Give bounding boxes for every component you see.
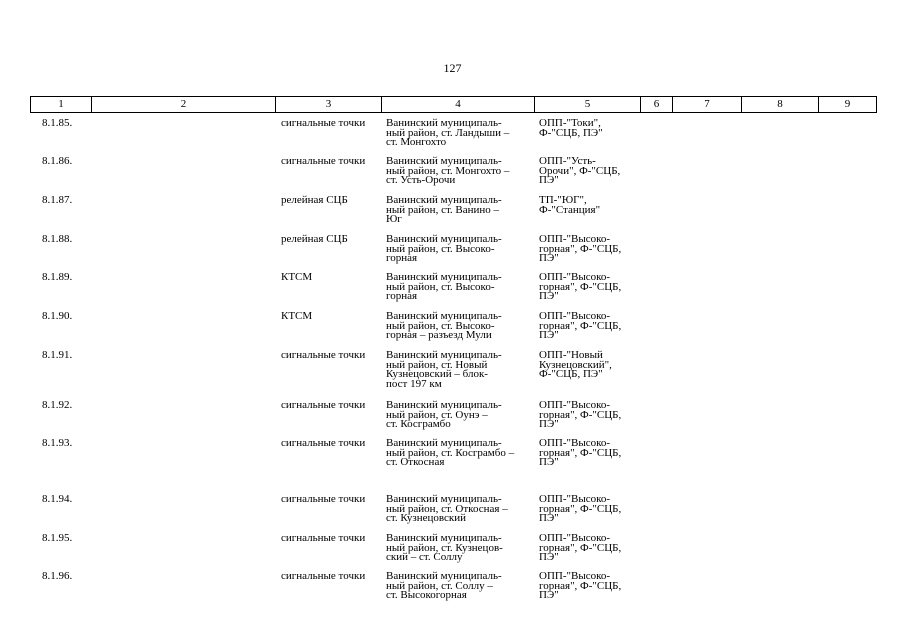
location-line: Ванинский муниципаль- — [386, 271, 502, 283]
owner-line: ОПП-"Токи", — [539, 117, 601, 129]
object-owner — [539, 572, 644, 601]
object-type: сигнальные точки — [281, 349, 366, 361]
object-type: сигнальные точки — [281, 532, 366, 544]
object-type: сигнальные точки — [281, 437, 366, 449]
owner-line: горная", Ф-"СЦБ, — [539, 579, 622, 592]
owner-line: Кузнецовский", — [539, 358, 612, 371]
location-line: Ванинский муниципаль- — [386, 532, 502, 544]
row-number: 8.1.87. — [42, 194, 73, 206]
location-line: ный район, ст. Косграмбо – — [386, 446, 515, 459]
location-line: ный район, ст. Ванино – — [386, 203, 500, 216]
object-owner — [539, 495, 644, 524]
column-number-3: 3 — [276, 97, 382, 113]
object-location — [386, 401, 536, 430]
row-number: 8.1.85. — [42, 117, 73, 129]
owner-line: горная", Ф-"СЦБ, — [539, 502, 622, 515]
location-line: горная — [386, 252, 418, 265]
location-line: Ванинский муниципаль- — [386, 437, 502, 449]
location-line: Ванинский муниципаль- — [386, 233, 502, 245]
object-owner — [539, 235, 644, 264]
location-line: ный район, ст. Высоко- — [386, 280, 495, 293]
owner-line: ПЭ" — [539, 589, 559, 602]
owner-line: ОПП-"Высоко- — [539, 399, 611, 411]
object-type: сигнальные точки — [281, 117, 366, 129]
owner-line: ПЭ" — [539, 456, 559, 469]
location-line: ский – ст. Соллу — [386, 551, 463, 564]
owner-line: ПЭ" — [539, 174, 559, 187]
row-number: 8.1.89. — [42, 271, 73, 283]
object-type: сигнальные точки — [281, 155, 366, 167]
object-type: сигнальные точки — [281, 493, 366, 505]
owner-line: горная", Ф-"СЦБ, — [539, 541, 622, 554]
location-line: Ванинский муниципаль- — [386, 349, 502, 361]
location-line: Ванинский муниципаль- — [386, 310, 502, 322]
owner-line: Ф-"Станция" — [539, 203, 601, 216]
row-number: 8.1.86. — [42, 155, 73, 167]
location-line: ст. Усть-Орочи — [386, 174, 456, 187]
owner-line: ОПП-"Высоко- — [539, 233, 611, 245]
location-line: Ванинский муниципаль- — [386, 493, 502, 505]
object-owner — [539, 534, 644, 563]
object-location — [386, 273, 536, 302]
owner-line: горная", Ф-"СЦБ, — [539, 446, 622, 459]
owner-line: горная", Ф-"СЦБ, — [539, 408, 622, 421]
row-number: 8.1.90. — [42, 310, 73, 322]
location-line: ный район, ст. Высоко- — [386, 242, 495, 255]
object-type: релейная СЦБ — [281, 233, 348, 245]
column-number-9: 9 — [819, 97, 877, 113]
location-line: ный район, ст. Новый — [386, 358, 488, 371]
row-number: 8.1.95. — [42, 532, 73, 544]
location-line: ст. Высокогорная — [386, 589, 467, 602]
object-owner — [539, 401, 644, 430]
owner-line: Ф-"СЦБ, ПЭ" — [539, 368, 603, 381]
location-line: Юг — [386, 213, 402, 226]
location-line: пост 197 км — [386, 377, 442, 390]
column-number-4: 4 — [382, 97, 535, 113]
owner-line: Ф-"СЦБ, ПЭ" — [539, 126, 603, 139]
location-line: Ванинский муниципаль- — [386, 194, 502, 206]
owner-line: ПЭ" — [539, 512, 559, 525]
owner-line: ПЭ" — [539, 329, 559, 342]
object-owner — [539, 157, 644, 186]
location-line: ный район, ст. Соллу – — [386, 579, 493, 592]
location-line: ный район, ст. Кузнецов- — [386, 541, 503, 554]
row-number: 8.1.88. — [42, 233, 73, 245]
object-location — [386, 119, 536, 148]
owner-line: Орочи", Ф-"СЦБ, — [539, 164, 621, 177]
row-number: 8.1.96. — [42, 570, 73, 582]
owner-line: горная", Ф-"СЦБ, — [539, 319, 622, 332]
object-owner — [539, 439, 644, 468]
location-line: ный район, ст. Высоко- — [386, 319, 495, 332]
column-number-5: 5 — [535, 97, 641, 113]
object-owner — [539, 351, 644, 380]
column-header-table — [30, 96, 877, 113]
owner-line: ПЭ" — [539, 418, 559, 431]
object-location — [386, 312, 536, 341]
page-number: 127 — [443, 61, 462, 75]
row-number: 8.1.93. — [42, 437, 73, 449]
location-line: Ванинский муниципаль- — [386, 117, 502, 129]
location-line: Кузнецовский – блок- — [386, 368, 488, 381]
object-owner — [539, 119, 644, 138]
column-number-2: 2 — [92, 97, 276, 113]
object-location — [386, 351, 536, 389]
column-number-7: 7 — [673, 97, 742, 113]
owner-line: ПЭ" — [539, 551, 559, 564]
location-line: горная — [386, 290, 418, 303]
owner-line: ОПП-"Высоко- — [539, 493, 611, 505]
column-number-6: 6 — [641, 97, 673, 113]
location-line: ст. Кузнецовский — [386, 512, 467, 525]
location-line: горная – разъезд Мули — [386, 329, 492, 342]
object-owner — [539, 312, 644, 341]
location-line: ный район, ст. Оунэ – — [386, 408, 488, 421]
object-type: сигнальные точки — [281, 399, 366, 411]
owner-line: ОПП-"Высоко- — [539, 437, 611, 449]
owner-line: ПЭ" — [539, 252, 559, 265]
owner-line: ОПП-"Высоко- — [539, 570, 611, 582]
object-location — [386, 534, 536, 563]
object-type: сигнальные точки — [281, 570, 366, 582]
location-line: ный район, ст. Ландыши – — [386, 126, 510, 139]
location-line: ст. Монгохто — [386, 136, 447, 149]
object-location — [386, 495, 536, 524]
owner-line: горная", Ф-"СЦБ, — [539, 242, 622, 255]
owner-line: ОПП-"Высоко- — [539, 532, 611, 544]
owner-line: ОПП-"Высоко- — [539, 310, 611, 322]
owner-line: ОПП-"Усть- — [539, 155, 596, 167]
column-number-1: 1 — [31, 97, 92, 113]
row-number: 8.1.92. — [42, 399, 73, 411]
row-number: 8.1.94. — [42, 493, 73, 505]
object-location — [386, 572, 536, 601]
object-location — [386, 439, 536, 468]
column-header-row — [31, 97, 877, 113]
object-location — [386, 235, 536, 264]
owner-line: ОПП-"Высоко- — [539, 271, 611, 283]
object-type: релейная СЦБ — [281, 194, 348, 206]
location-line: ный район, ст. Монгохто – — [386, 164, 510, 177]
owner-line: ТП-"ЮГ", — [539, 194, 587, 206]
location-line: ный район, ст. Откосная – — [386, 502, 508, 515]
object-type: КТСМ — [281, 310, 313, 322]
owner-line: горная", Ф-"СЦБ, — [539, 280, 622, 293]
column-number-8: 8 — [742, 97, 819, 113]
object-owner — [539, 273, 644, 302]
object-owner — [539, 196, 644, 215]
location-line: ст. Косграмбо — [386, 418, 451, 431]
location-line: Ванинский муниципаль- — [386, 155, 502, 167]
row-number: 8.1.91. — [42, 349, 73, 361]
location-line: Ванинский муниципаль- — [386, 570, 502, 582]
object-type: КТСМ — [281, 271, 313, 283]
object-location — [386, 157, 536, 186]
owner-line: ОПП-"Новый — [539, 349, 603, 361]
location-line: Ванинский муниципаль- — [386, 399, 502, 411]
object-location — [386, 196, 536, 225]
location-line: ст. Откосная — [386, 456, 445, 469]
owner-line: ПЭ" — [539, 290, 559, 303]
